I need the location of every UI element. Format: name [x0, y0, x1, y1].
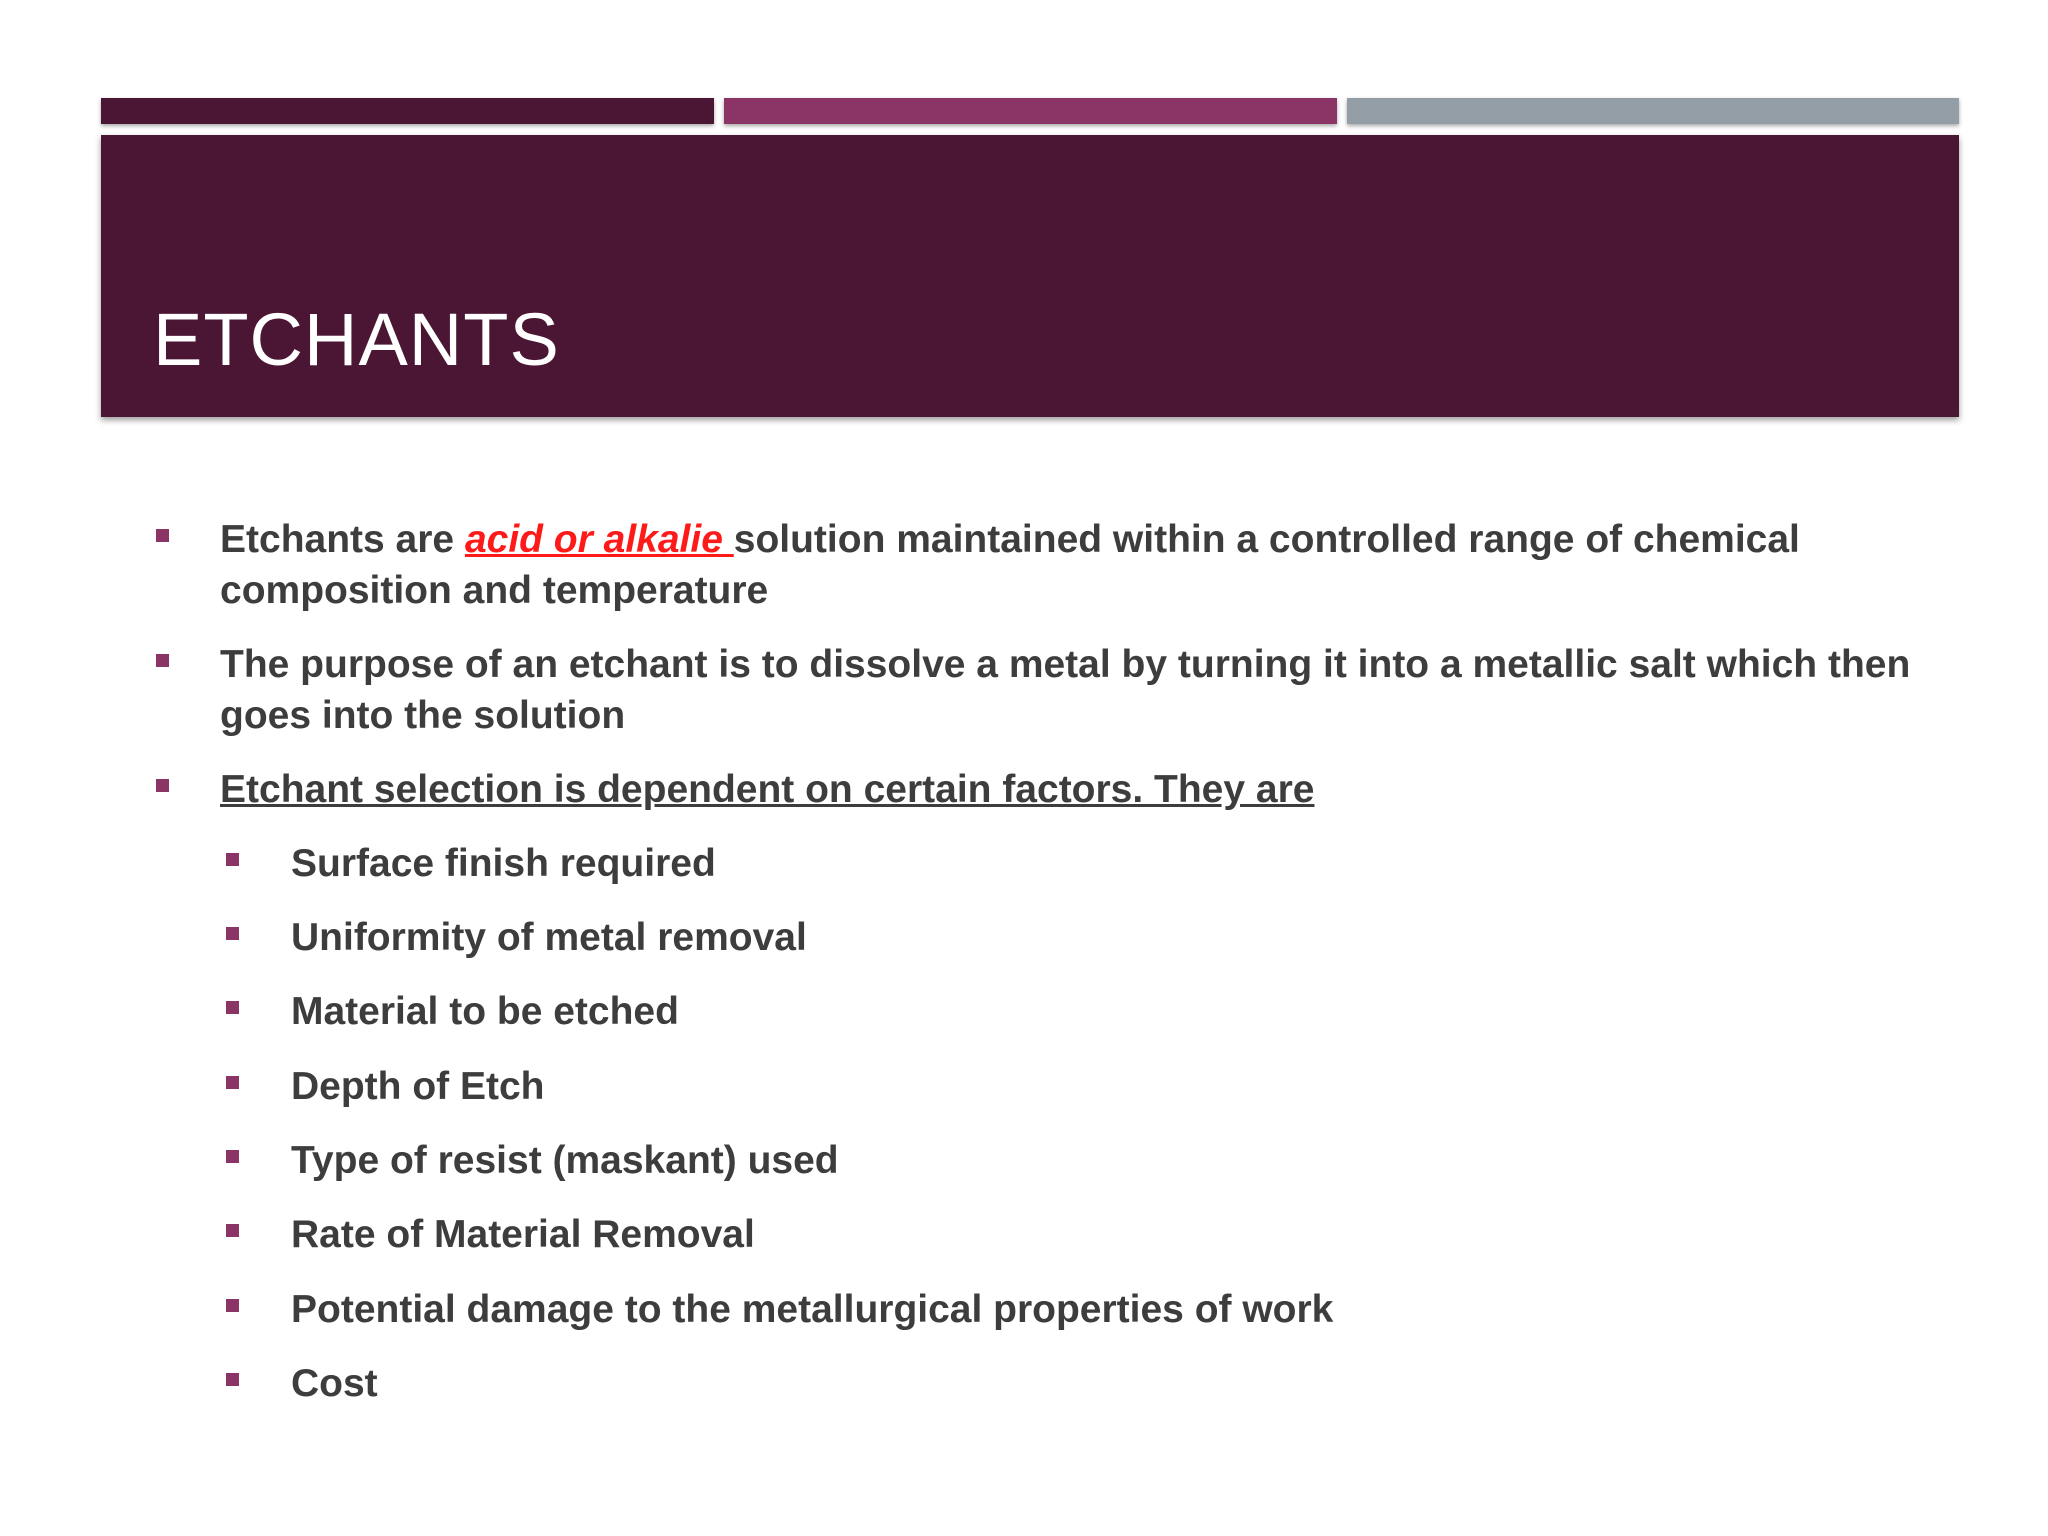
factor-item: Material to be etched [291, 990, 679, 1033]
sub-bullet-marker [226, 1150, 239, 1163]
factor-item: Uniformity of metal removal [291, 916, 807, 959]
factor-item: Surface finish required [291, 842, 716, 885]
bullet-selection-factors: Etchant selection is dependent on certain factors. They are [220, 768, 1315, 811]
bullet-marker [156, 654, 169, 667]
bullet-marker [156, 529, 169, 542]
sub-bullet-marker [226, 1373, 239, 1386]
bullet-etchant-definition [220, 514, 1920, 616]
factor-item: Type of resist (maskant) used [291, 1139, 839, 1182]
slide-title: ETCHANTS [153, 298, 560, 381]
sub-bullet-marker [226, 1001, 239, 1014]
sub-bullet-marker [226, 1224, 239, 1237]
sub-bullet-marker [226, 927, 239, 940]
factor-item: Depth of Etch [291, 1065, 545, 1108]
sub-bullet-marker [226, 1076, 239, 1089]
highlighted-term: acid or alkalie [464, 518, 734, 561]
bullet-etchant-purpose: The purpose of an etchant is to dissolve a metal by turning it into a metallic salt which then goes into the solution [220, 643, 1911, 737]
sub-bullet-marker [226, 1299, 239, 1312]
bullet-text: solution maintained within a controlled range of chemical composition and temperature [220, 518, 1800, 612]
factor-item: Cost [291, 1362, 378, 1405]
factor-item: Rate of Material Removal [291, 1213, 755, 1256]
bullet-text: Etchants are [220, 518, 465, 561]
sub-bullet-marker [226, 853, 239, 866]
bullet-marker [156, 779, 169, 792]
factor-item: Potential damage to the metallurgical properties of work [291, 1288, 1334, 1331]
